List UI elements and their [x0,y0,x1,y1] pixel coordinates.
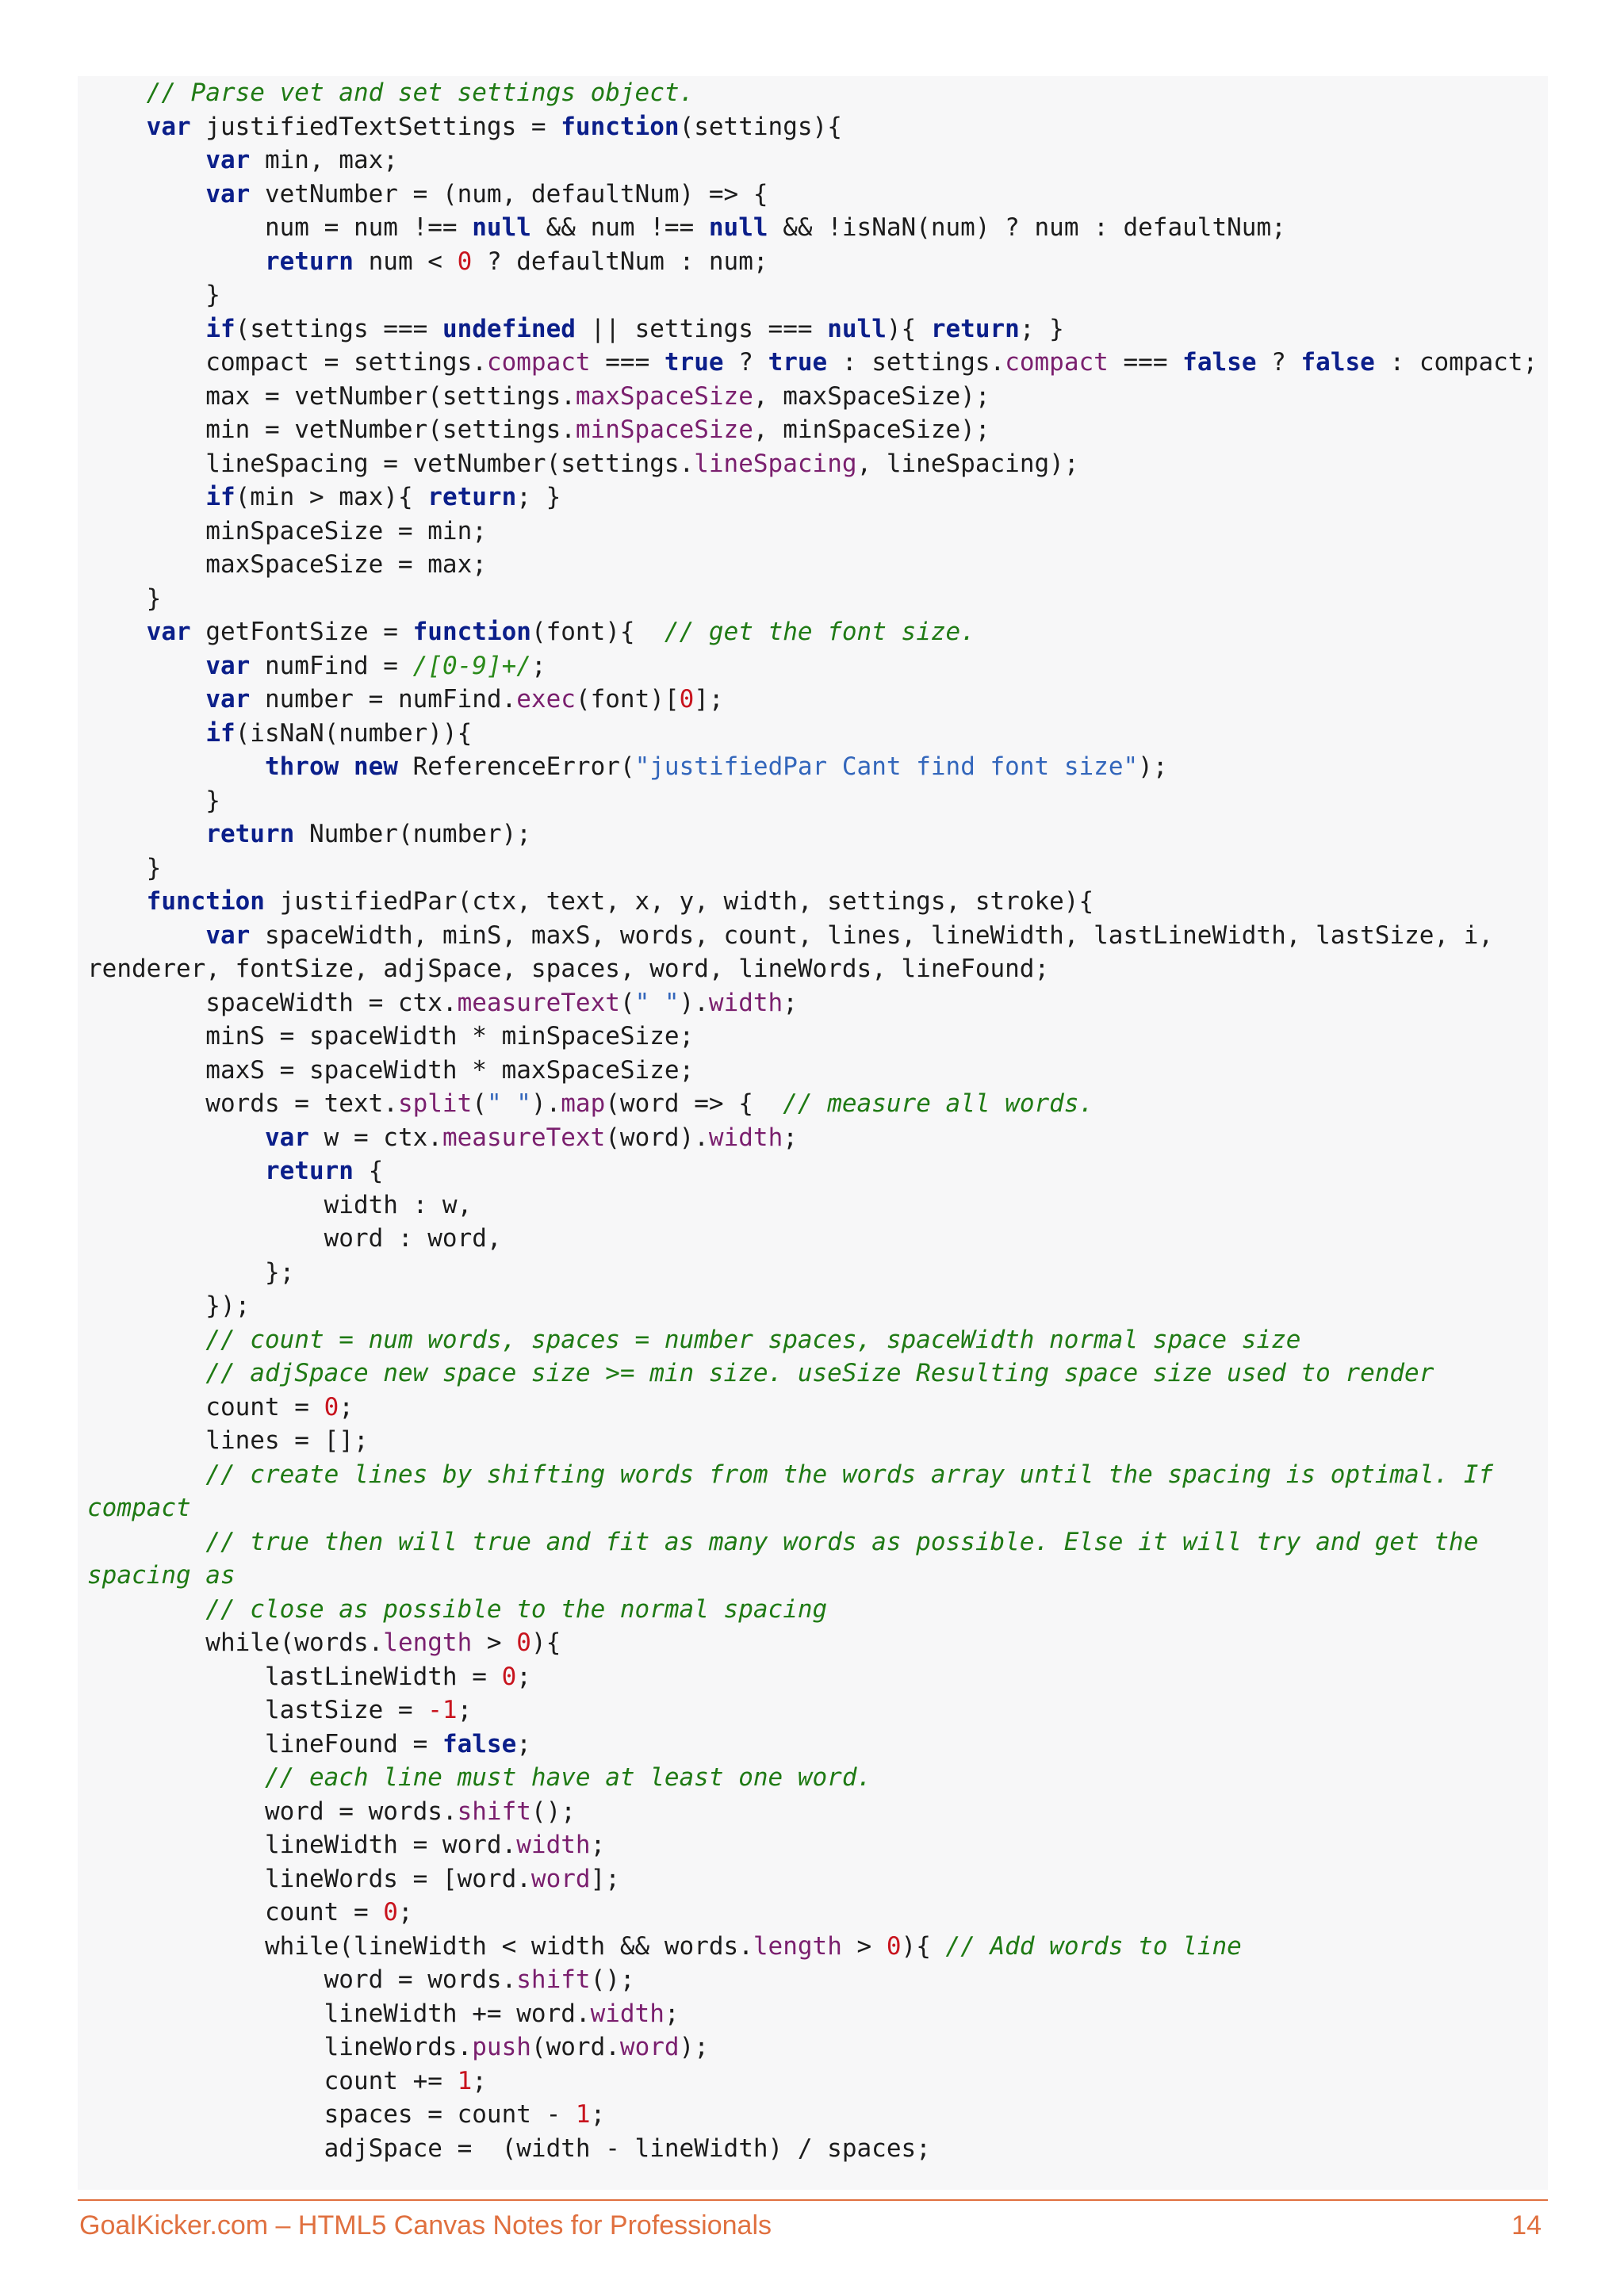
code-token: } [87,584,162,613]
code-token: min = vetNumber(settings. [87,415,576,444]
code-token: word = words. [87,1797,458,1826]
code-token: ; [590,2100,606,2129]
code-token: false [1182,348,1257,377]
code-token: === [590,348,665,377]
code-token: function [146,887,265,916]
code-token: -1 [427,1696,458,1724]
code-line [87,817,1538,851]
code-line [87,1761,1538,1795]
code-token [87,247,265,276]
code-line [87,919,1538,953]
code-line [87,649,1538,683]
code-token: return [264,1157,354,1185]
code-token: width [590,1999,665,2028]
code-token: while(words. [87,1628,384,1657]
code-token [87,1359,205,1387]
code-token: // Add words to line [945,1931,1242,1961]
code-token [87,78,147,107]
code-token: // true then will true and fit as many words as possible. Else it will try and get the [205,1527,1479,1556]
code-token: ]; [590,1864,620,1893]
code-line [87,480,1538,515]
code-line [87,278,1538,312]
code-token: (word => { [605,1089,783,1118]
code-token: ? [723,348,768,377]
code-token: var [146,112,191,141]
code-token: " " [634,988,680,1017]
code-line [87,312,1538,346]
code-token: : compact; [1374,348,1538,377]
code-line [87,1222,1538,1256]
code-token: throw [264,752,339,781]
code-token: ; [783,1123,798,1152]
code-token [87,820,205,848]
code-token: ; [783,988,798,1017]
code-token: 0 [501,1662,517,1691]
code-token: adjSpace = (width - lineWidth) / spaces; [87,2133,931,2163]
code-token: word = words. [87,1965,517,1994]
code-token: maxS = spaceWidth * maxSpaceSize; [87,1055,695,1085]
code-token: spaces = count - [87,2100,576,2129]
code-token: null [827,314,887,343]
code-token: , lineSpacing); [856,449,1079,478]
code-line [87,1154,1538,1188]
code-token: exec [516,685,576,714]
code-token: measureText [457,988,620,1017]
code-token: (); [590,1965,635,1994]
code-block [87,76,1538,2165]
code-line [87,144,1538,178]
code-token: // adjSpace new space size >= min size. useSize Resulting space size used to render [205,1359,1434,1387]
code-token: 1 [457,2066,473,2095]
code-token: maxSpaceSize [575,381,753,411]
code-token: " " [486,1089,531,1118]
code-token: : settings. [827,348,1005,377]
code-token: // close as possible to the normal spacing [205,1594,828,1624]
code-token: ). [530,1089,561,1118]
code-line [87,1693,1538,1728]
code-token: ; [664,1999,680,2028]
code-line [87,1862,1538,1896]
code-token: width [708,988,783,1017]
code-token: (); [530,1797,576,1826]
code-line [87,1728,1538,1762]
code-token: ); [1138,752,1168,781]
code-line [87,178,1538,212]
code-token: lineWidth = word. [87,1831,517,1859]
code-token: true [768,348,828,377]
code-line [87,110,1538,144]
code-line [87,683,1538,717]
code-token [87,1595,205,1624]
code-token: ReferenceError( [397,752,635,781]
code-token: function [412,618,531,646]
code-token: length [753,1931,842,1961]
code-token: lastSize = [87,1696,428,1724]
code-token: ; [397,1898,413,1927]
code-token: (word. [530,2033,620,2061]
code-token: ? defaultNum : num; [472,247,768,276]
code-token: measureText [442,1123,606,1152]
code-token: return [930,314,1020,343]
code-token: } [87,786,220,815]
code-token: split [397,1089,473,1118]
code-line [87,413,1538,447]
code-token: (word). [605,1123,709,1152]
code-token: // count = num words, spaces = number spaces, spaceWidth normal space size [205,1325,1301,1354]
code-line [87,1188,1538,1223]
code-token: ( [472,1089,487,1118]
code-token: ( [619,988,635,1017]
code-token: count += [87,2066,458,2095]
code-token: map [561,1089,606,1118]
code-token: lineWidth += word. [87,1999,591,2028]
code-line [87,1660,1538,1694]
code-token: === [1108,348,1183,377]
code-token: function [561,112,680,141]
code-token: width : w, [87,1190,473,1219]
code-token: maxSpaceSize = max; [87,550,487,579]
code-line [87,1323,1538,1357]
code-line [87,380,1538,414]
code-token: 0 [383,1898,398,1927]
code-token: var [205,651,251,680]
code-token: max = vetNumber(settings. [87,381,576,411]
code-token: return [264,247,354,276]
code-line [87,1997,1538,2031]
code-token: lines = []; [87,1426,369,1455]
code-token: 0 [886,1931,902,1961]
code-token [87,1123,265,1152]
code-token: }); [87,1292,251,1320]
code-token: ? [1256,348,1301,377]
code-token: ){ [530,1628,561,1657]
code-line [87,1896,1538,1930]
code-token: width [516,1831,591,1859]
code-token: ; [472,2066,487,2095]
code-token: ; } [516,483,561,511]
code-line [87,750,1538,784]
code-token: if [205,718,236,748]
code-line [87,952,1538,986]
code-line [87,1828,1538,1862]
code-line [87,1424,1538,1458]
code-token: (isNaN(number)){ [235,718,473,748]
code-token: lastLineWidth = [87,1662,502,1691]
code-line [87,717,1538,751]
code-token: w = ctx. [308,1123,442,1152]
code-token: Number(number); [294,820,531,848]
code-line [87,1020,1538,1054]
code-token: ; [516,1729,531,1758]
code-token: shift [516,1965,591,1994]
code-token: count = [87,1898,384,1927]
code-line [87,1930,1538,1964]
code-token: (font)[ [575,685,680,714]
code-token [87,1326,205,1354]
code-token: spacing as [87,1561,236,1590]
code-line [87,2098,1538,2132]
code-token [87,483,205,511]
code-token: (settings === [235,314,442,343]
code-token: }; [87,1257,295,1287]
code-token: , minSpaceSize); [753,415,990,444]
code-token: (font){ [530,618,665,646]
code-token: getFontSize = [190,618,413,646]
code-line [87,1054,1538,1088]
code-line [87,1525,1538,1559]
code-token: || settings === [575,314,828,343]
code-token: lineFound = [87,1729,442,1758]
code-line [87,1391,1538,1425]
code-token: length [383,1628,473,1657]
code-token: new [353,752,398,781]
code-line [87,851,1538,886]
code-token: ]; [694,685,724,714]
code-token: vetNumber = (num, defaultNum) => { [250,179,768,209]
code-token: lineSpacing = vetNumber(settings. [87,449,695,478]
code-line [87,515,1538,549]
code-token [87,1528,205,1556]
code-token [87,921,205,950]
code-line [87,1559,1538,1593]
code-line [87,1458,1538,1492]
code-token: ; [530,651,546,680]
code-token: return [427,483,517,511]
code-token: while(lineWidth < width && words. [87,1931,753,1961]
code-token [87,652,205,680]
code-token: compact [486,348,591,377]
code-token: null [708,213,768,242]
code-token: if [205,314,236,343]
code-token: // each line must have at least one word. [264,1763,872,1792]
code-line [87,1795,1538,1829]
code-token [87,1157,265,1185]
code-token: var [205,685,251,714]
code-token [87,1460,205,1489]
code-token [87,719,205,748]
code-token: compact [1005,348,1109,377]
code-token: compact = settings. [87,348,487,377]
code-token: ; [516,1662,531,1691]
code-line [87,346,1538,380]
code-token: ); [679,2033,709,2061]
code-token [87,146,205,174]
code-line [87,1963,1538,1997]
code-token [87,618,147,646]
code-token: // create lines by shifting words from the words array until the spacing is optimal. If [205,1460,1494,1489]
code-line [87,582,1538,616]
code-token: (settings){ [679,112,842,141]
code-token [87,315,205,343]
code-line [87,986,1538,1020]
code-token [339,752,354,781]
code-token: var [264,1123,309,1152]
code-token: renderer, fontSize, adjSpace, spaces, word, lineWords, lineFound; [87,955,1050,983]
code-token: push [472,2033,531,2061]
code-token: ){ [901,1931,946,1961]
code-token: var [205,179,251,209]
code-token: false [442,1729,517,1758]
code-line [87,2064,1538,2099]
code-line [87,885,1538,919]
code-token: shift [457,1797,531,1826]
code-token: word [530,1864,591,1893]
code-token: null [472,213,531,242]
code-token: words = text. [87,1089,398,1118]
code-token: { [353,1157,384,1185]
page-number: 14 [1511,2210,1542,2241]
code-token: ; [457,1696,473,1724]
code-token: ). [679,988,709,1017]
code-line [87,2030,1538,2064]
code-token: } [87,853,162,882]
code-token [87,887,147,916]
code-token: // measure all words. [783,1089,1094,1118]
code-token: 0 [324,1392,339,1422]
code-token: false [1300,348,1375,377]
code-token: lineWords = [word. [87,1864,531,1893]
code-token: , maxSpaceSize); [753,381,990,411]
code-token: minSpaceSize = min; [87,516,487,545]
code-line [87,1121,1538,1155]
code-token: && num !== [530,213,709,242]
code-token: spaceWidth = ctx. [87,988,458,1017]
code-token: ; } [1019,314,1064,343]
code-token [87,685,205,714]
code-line [87,245,1538,279]
code-token: spaceWidth, minS, maxS, words, count, lines, lineWidth, lastLineWidth, lastSize, i, [250,920,1494,950]
code-token: ){ [886,314,931,343]
code-token: > [472,1628,517,1657]
code-token [87,113,147,141]
code-line [87,447,1538,481]
code-line [87,548,1538,582]
code-line [87,1256,1538,1290]
code-line [87,76,1538,110]
code-token: return [205,820,295,848]
code-token: /[0-9]+/ [412,651,531,680]
code-token [87,752,265,781]
code-token [87,180,205,209]
code-token: num = num !== [87,213,473,242]
code-line [87,1626,1538,1660]
code-token: var [205,146,251,174]
code-token: width [708,1123,783,1152]
code-token: minS = spaceWidth * minSpaceSize; [87,1022,695,1050]
footer-divider [78,2199,1548,2201]
code-line [87,211,1538,245]
code-token: word [619,2033,680,2061]
code-token: // Parse vet and set settings object. [146,78,695,107]
code-token: undefined [442,314,576,343]
code-token: lineSpacing [694,449,857,478]
code-token: justifiedPar(ctx, text, x, y, width, settings, stroke){ [264,887,1094,916]
code-token: (min > max){ [235,483,428,511]
code-token: 1 [575,2100,591,2129]
code-line [87,784,1538,818]
code-token: num < [353,247,458,276]
code-token: if [205,483,236,511]
code-line [87,1593,1538,1627]
code-token [87,1763,265,1792]
code-token: numFind = [250,651,413,680]
code-token: // get the font size. [664,618,975,646]
code-token: 0 [516,1628,531,1657]
code-token: 0 [457,247,473,276]
code-token: var [146,618,191,646]
code-token: var [205,920,251,950]
code-token: } [87,281,220,309]
code-line [87,2132,1538,2166]
code-line [87,1491,1538,1525]
code-token: count = [87,1392,324,1422]
code-token: min, max; [250,146,398,174]
code-token: justifiedTextSettings = [190,112,561,141]
code-token: true [664,348,724,377]
code-line [87,1289,1538,1323]
code-token: ; [590,1831,606,1859]
code-token: word : word, [87,1224,502,1253]
code-token: compact [87,1494,191,1522]
code-token: minSpaceSize [575,415,753,444]
code-token: number = numFind. [250,685,517,714]
code-token: 0 [679,685,695,714]
code-line [87,1357,1538,1391]
code-token: ; [339,1392,354,1422]
code-token: "justifiedPar Cant find font size" [634,752,1139,781]
code-token: lineWords. [87,2033,473,2061]
code-line [87,615,1538,649]
code-token: && !isNaN(num) ? num : defaultNum; [768,213,1286,242]
footer-source: GoalKicker.com – HTML5 Canvas Notes for Professionals [79,2210,772,2241]
code-line [87,1087,1538,1121]
code-token: > [841,1931,887,1961]
